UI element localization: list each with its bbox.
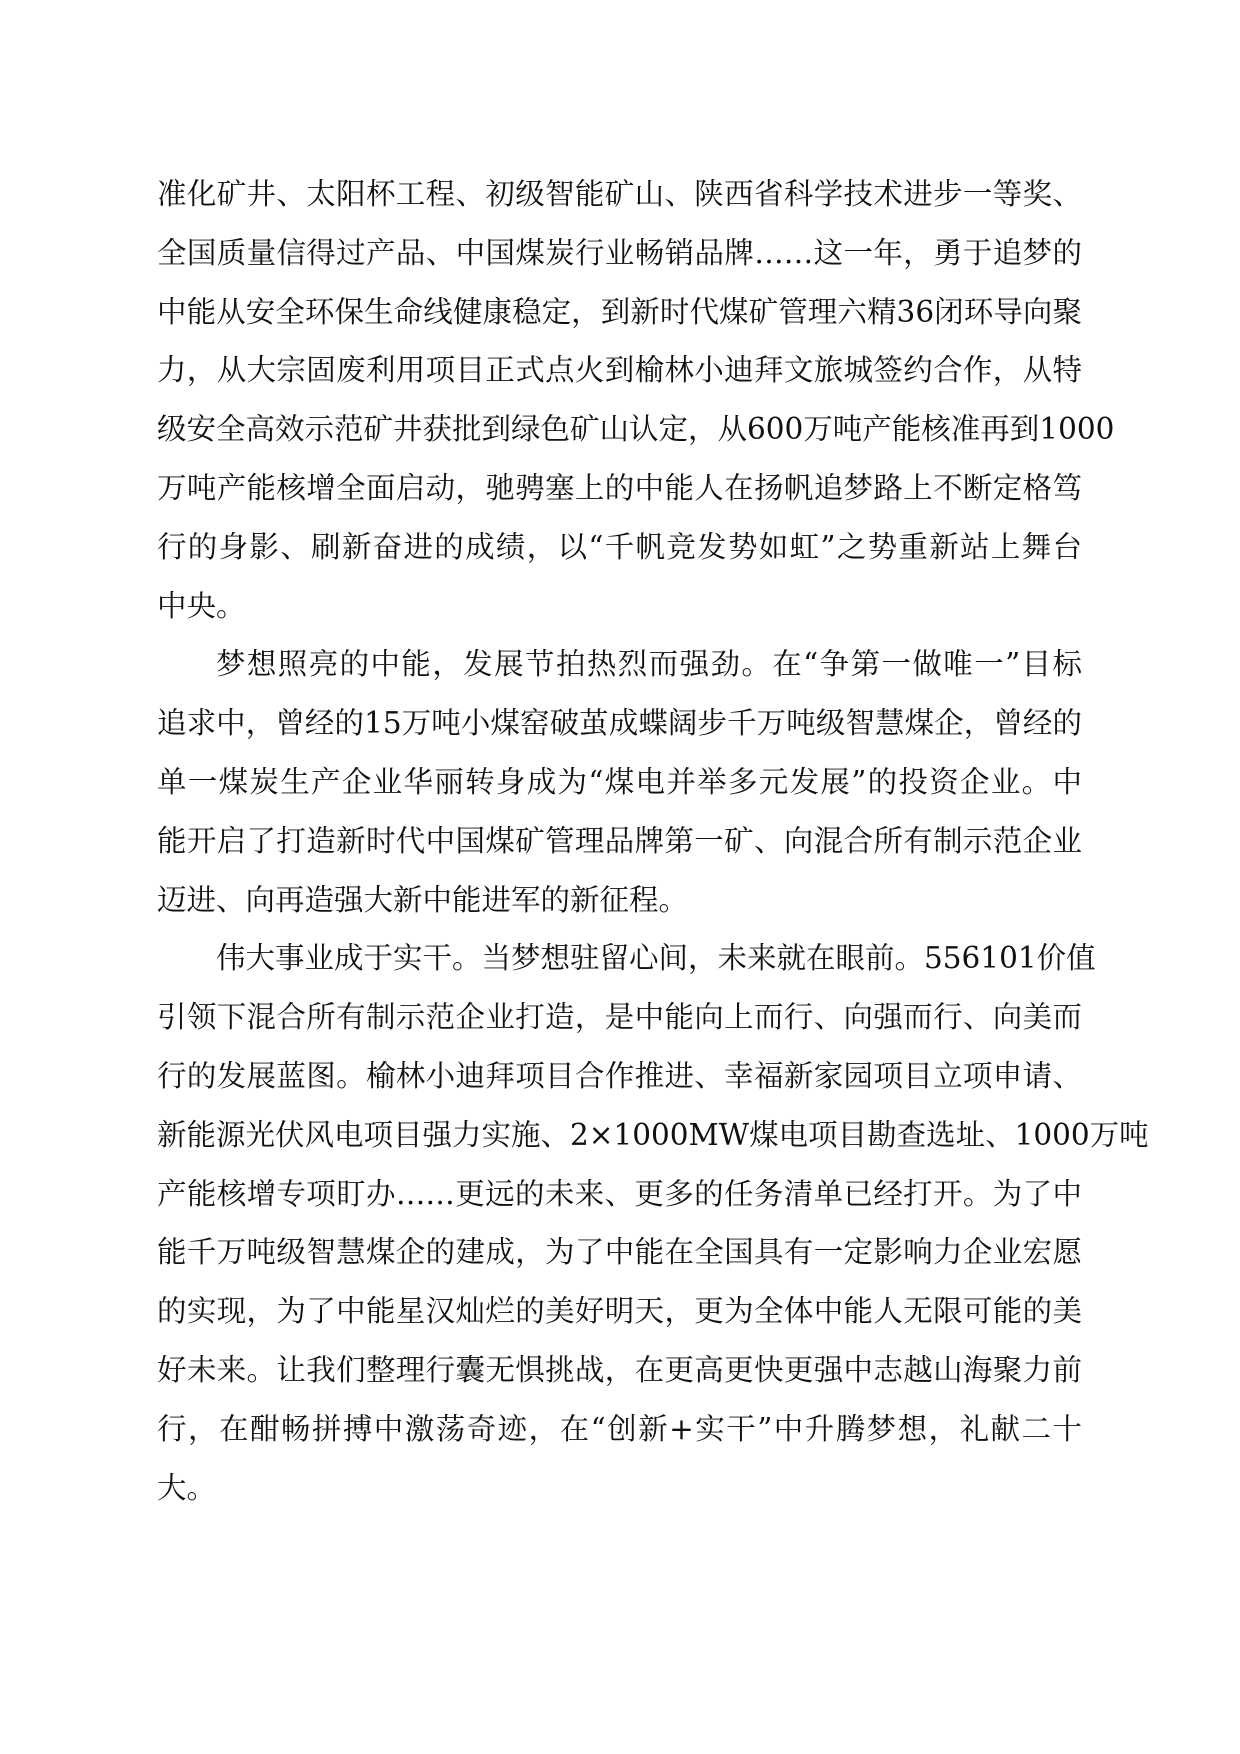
paragraph-2-line-1: 梦想照亮的中能，发展节拍热烈而强劲。在“争第一做唯一”目标 — [216, 647, 1082, 682]
body-text — [157, 165, 1149, 1517]
paragraph-1-line-5: 级安全高效示范矿井获批到绿色矿山认定，从600万吨产能核准再到1000 — [157, 412, 1115, 447]
paragraph-3-line-7: 的实现，为了中能星汉灿烂的美好明天，更为全体中能人无限可能的美 — [157, 1294, 1082, 1329]
paragraph-1-line-2: 全国质量信得过产品、中国煤炭行业畅销品牌……这一年，勇于追梦的 — [157, 235, 1082, 270]
paragraph-3-line-9: 行，在酣畅拼搏中激荡奇迹，在“创新+实干”中升腾梦想，礼献二十 — [157, 1411, 1082, 1446]
paragraph-1-line-4: 力，从大宗固废利用项目正式点火到榆林小迪拜文旅城签约合作，从特 — [157, 353, 1082, 388]
paragraph-3-line-2: 引领下混合所有制示范企业打造，是中能向上而行、向强而行、向美而 — [157, 1000, 1082, 1035]
paragraph-2-line-4: 能开启了打造新时代中国煤矿管理品牌第一矿、向混合所有制示范企业 — [157, 823, 1082, 858]
paragraph-3-line-1: 伟大事业成于实干。当梦想驻留心间，未来就在眼前。556101价值 — [216, 941, 1096, 976]
paragraph-1-line-8: 中央。 — [157, 588, 246, 623]
paragraph-3-line-10: 大。 — [157, 1470, 217, 1505]
paragraph-3-line-6: 能千万吨级智慧煤企的建成，为了中能在全国具有一定影响力企业宏愿 — [157, 1235, 1082, 1270]
paragraph-3-line-8: 好未来。让我们整理行囊无惧挑战，在更高更快更强中志越山海聚力前 — [157, 1352, 1082, 1387]
paragraph-2-line-2: 追求中，曾经的15万吨小煤窑破茧成蝶阔步千万吨级智慧煤企，曾经的 — [157, 706, 1082, 741]
paragraph-2-line-3: 单一煤炭生产企业华丽转身成为“煤电并举多元发展”的投资企业。中 — [157, 764, 1082, 799]
paragraph-3-line-3: 行的发展蓝图。榆林小迪拜项目合作推进、幸福新家园项目立项申请、 — [157, 1058, 1082, 1093]
paragraph-2-line-5: 迈进、向再造强大新中能进军的新征程。 — [157, 882, 689, 917]
paragraph-1-line-7: 行的身影、刷新奋进的成绩，以“千帆竞发势如虹”之势重新站上舞台 — [157, 529, 1082, 564]
paragraph-1-line-6: 万吨产能核增全面启动，驰骋塞上的中能人在扬帆追梦路上不断定格笃 — [157, 470, 1082, 505]
paragraph-3-line-5: 产能核增专项盯办……更远的未来、更多的任务清单已经打开。为了中 — [157, 1176, 1082, 1211]
paragraph-1-line-1: 准化矿井、太阳杯工程、初级智能矿山、陕西省科学技术进步一等奖、 — [157, 177, 1082, 211]
paragraph-1-line-3: 中能从安全环保生命线健康稳定，到新时代煤矿管理六精36闭环导向聚 — [157, 294, 1082, 329]
paragraph-3-line-4: 新能源光伏风电项目强力实施、2×1000MW煤电项目勘查选址、1000万吨 — [157, 1117, 1149, 1152]
